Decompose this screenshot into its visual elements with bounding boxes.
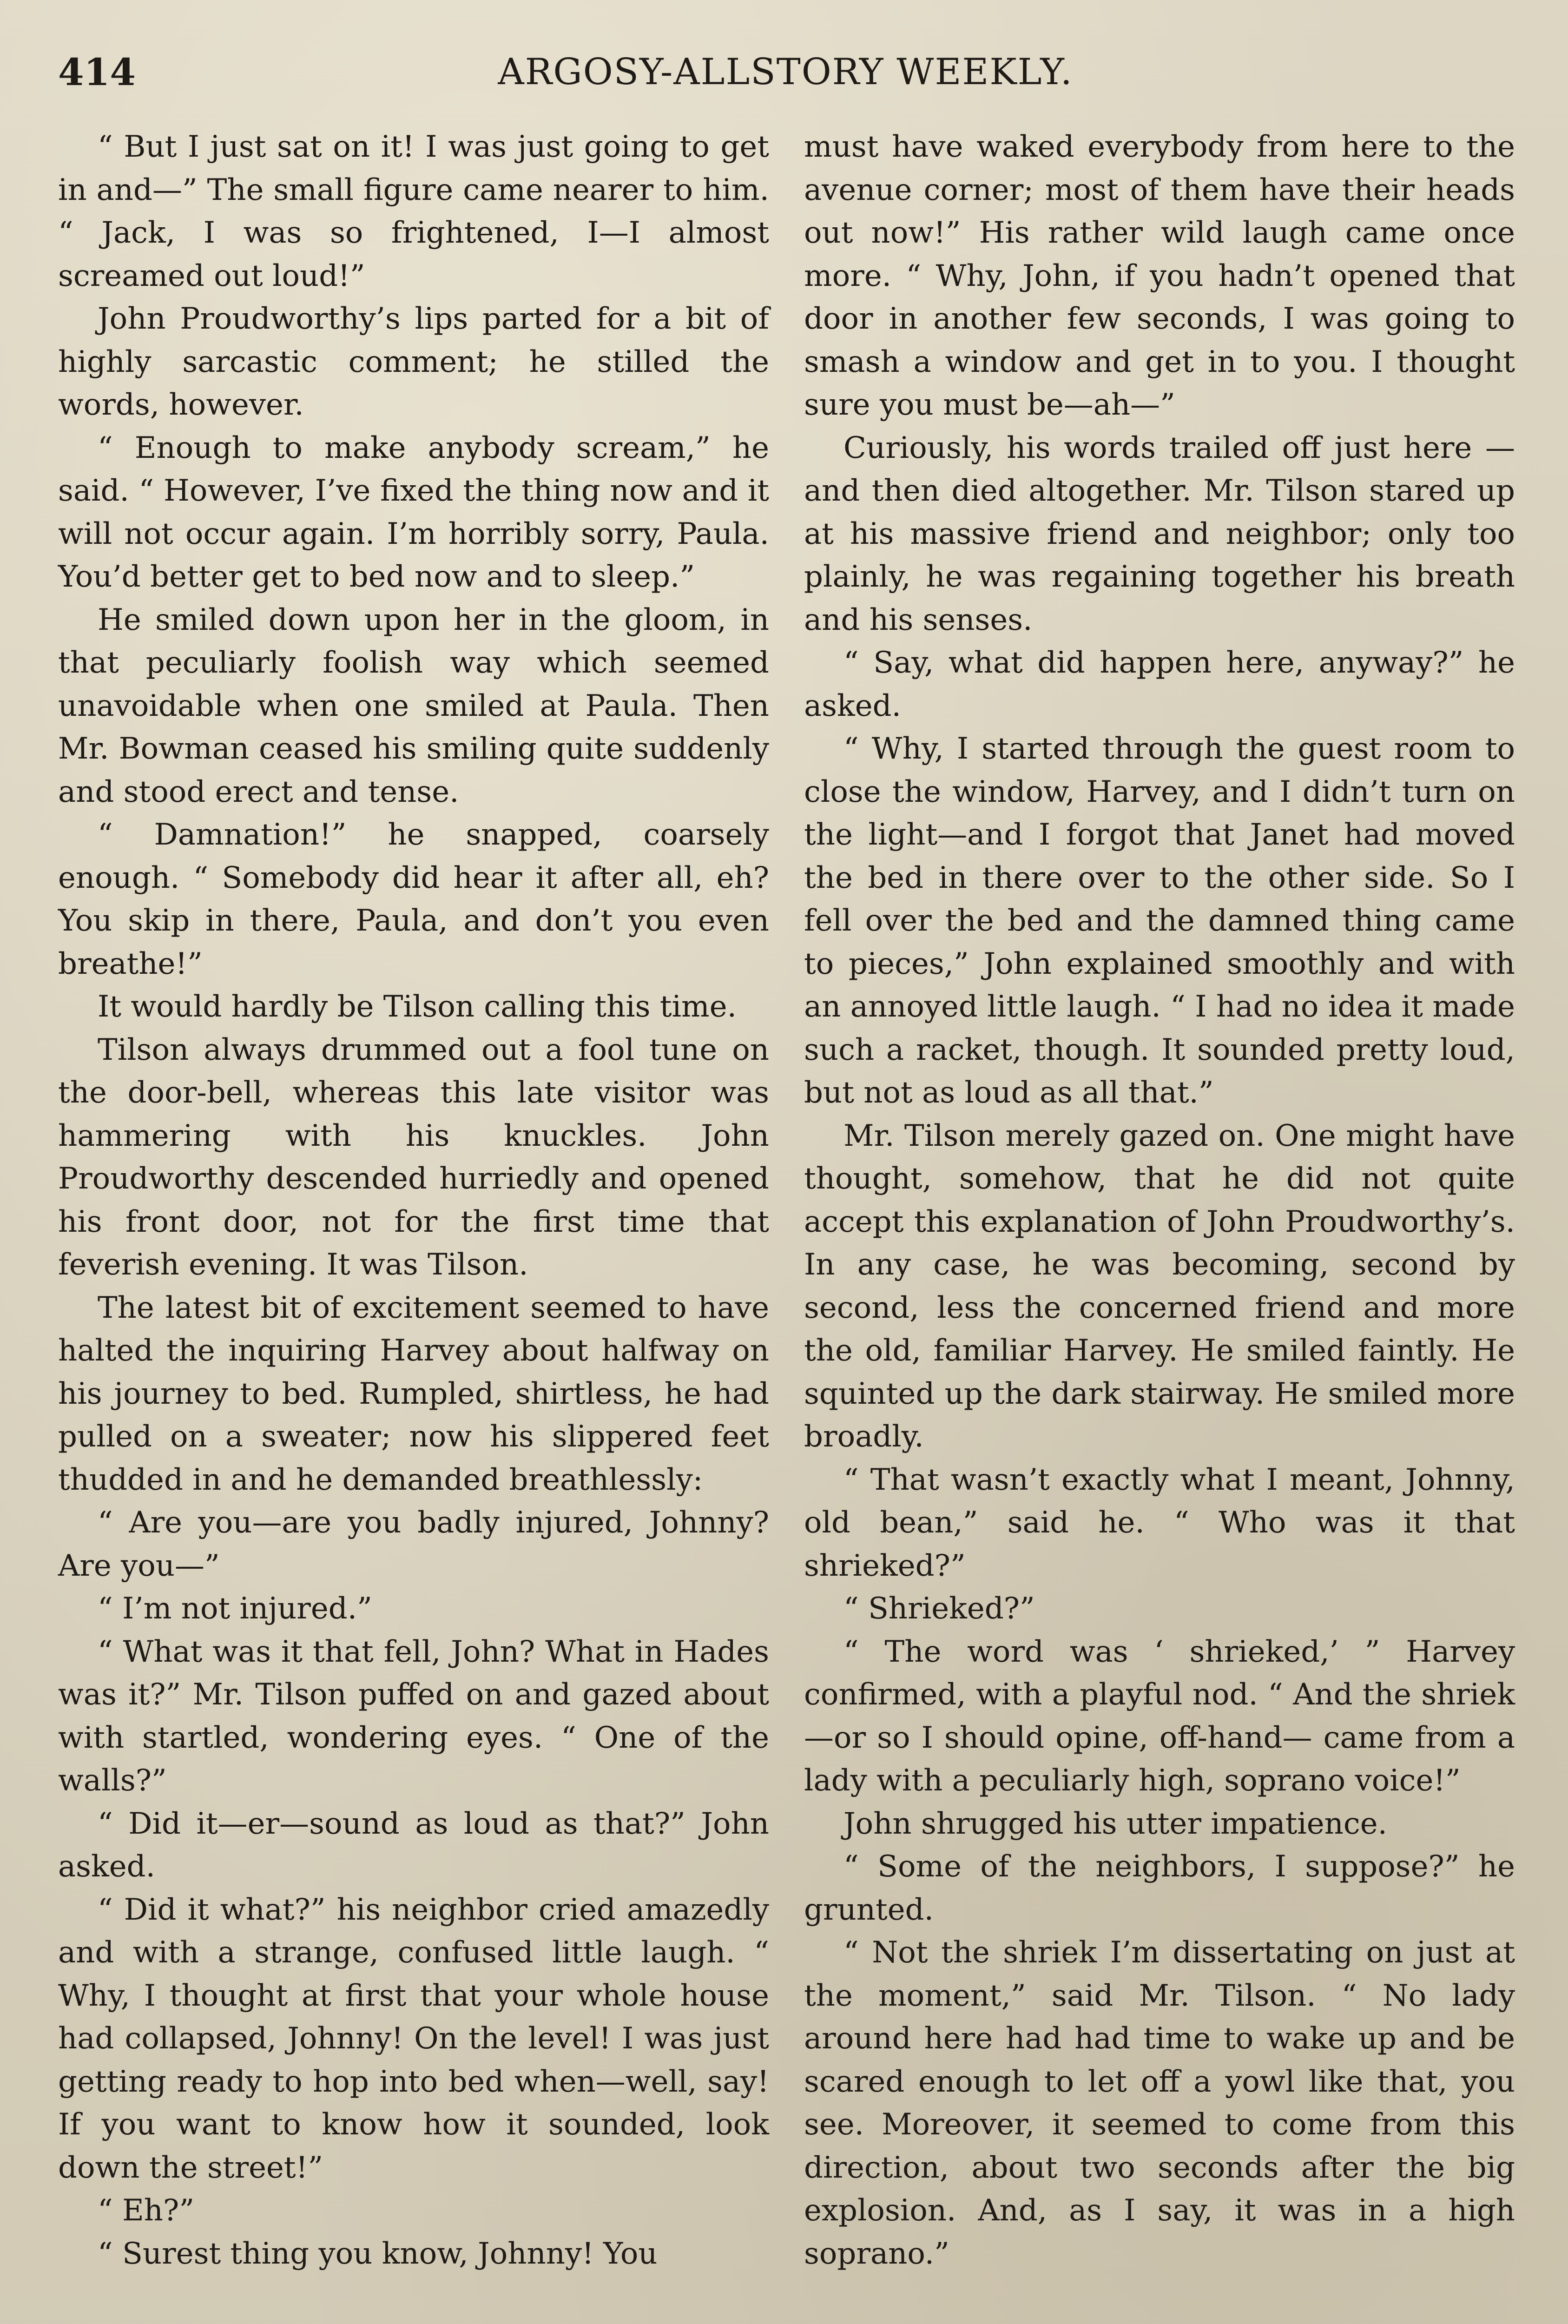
paragraph: must have waked everybody from here to the avenue corner; most of them have their heads out now!” His rather wild laugh came once more. “ Why, John, if you hadn’t opened that door in another few seconds, I was going to smash a window and get in to you. I thought sure you must be—ah—”	[804, 130, 1515, 422]
paragraph: “ Eh?”	[98, 2193, 195, 2228]
paragraph: “ What was it that fell, John? What in Hades was it?” Mr. Tilson puffed on and gazed about with startled, wondering eyes. “ One of the walls?”	[58, 1634, 769, 1798]
paragraph: “ Shrieked?”	[843, 1591, 1035, 1626]
paragraph: “ Some of the neighbors, I suppose?” he grunted.	[804, 1849, 1515, 1927]
page-header	[58, 46, 1513, 98]
right-column	[804, 125, 1515, 2275]
paragraph: “ Not the shriek I’m dissertating on just at the moment,” said Mr. Tilson. “ No lady around here had had time to wake up and be scared enough to let off a yowl like that, you see. Moreover, it seemed to come from this direction, about two seconds after the big explosion. And, as I say, it was in a high soprano.”	[804, 1935, 1515, 2271]
paragraph: John Proudworthy’s lips parted for a bit of highly sarcastic comment; he stilled the words, however.	[58, 302, 769, 422]
paragraph: He smiled down upon her in the gloom, in that peculiarly foolish way which seemed unavoidable when one smiled at Paula. Then Mr. Bowman ceased his smiling quite suddenly and stood erect and tense.	[58, 602, 769, 809]
paragraph: “ Enough to make anybody scream,” he said. “ However, I’ve fixed the thing now and it will not occur again. I’m horribly sorry, Paula. You’d better get to bed now and to sleep.”	[58, 430, 769, 594]
paragraph: Mr. Tilson merely gazed on. One might have thought, somehow, that he did not quite accept this explanation of John Proudworthy’s. In any case, he was becoming, second by second, less the concerned friend and more the old, familiar Harvey. He smiled faintly. He squinted up the dark stairway. He smiled more broadly.	[804, 1118, 1515, 1454]
paragraph: “ Did it—er—sound as loud as that?” John asked.	[58, 1806, 769, 1884]
paragraph: “ Damnation!” he snapped, coarsely enough. “ Somebody did hear it after all, eh? You skip in there, Paula, and don’t you even breathe!”	[58, 818, 769, 981]
left-column	[58, 125, 769, 2275]
paragraph: “ But I just sat on it! I was just going to get in and—” The small figure came nearer to him. “ Jack, I was so frightened, I—I almost screamed out loud!”	[58, 130, 769, 293]
paragraph: “ Are you—are you badly injured, Johnny? Are you—”	[58, 1505, 769, 1583]
paragraph: “ The word was ‘ shrieked,’ ” Harvey confirmed, with a playful nod. “ And the shriek—or so I should opine, off-hand— came from a lady with a peculiarly high, soprano voice!”	[804, 1634, 1515, 1798]
paragraph: “ I’m not injured.”	[98, 1591, 372, 1626]
magazine-title: ARGOSY-ALLSTORY WEEKLY.	[498, 51, 1073, 93]
paragraph: “ Why, I started through the guest room to close the window, Harvey, and I didn’t turn on the light—and I forgot that Janet had moved the bed in there over to the other side. So I fell over the bed and the damned thing came to pieces,” John explained smoothly and with an annoyed little laugh. “ I had no idea it made such a racket, though. It sounded pretty loud, but not as loud as all that.”	[804, 732, 1515, 1110]
paragraph: “ Did it what?” his neighbor cried amazedly and with a strange, confused little laugh. “ Why, I thought at first that your whole house had collapsed, Johnny! On the level! I was just getting ready to hop into bed when—well, say! If you want to know how it sounded, look down the street!”	[58, 1892, 769, 2185]
paragraph: The latest bit of excitement seemed to have halted the inquiring Harvey about halfway on his journey to bed. Rumpled, shirtless, he had pulled on a sweater; now his slippered feet thudded in and he demanded breathlessly:	[58, 1290, 769, 1497]
paragraph: “ Surest thing you know, Johnny! You	[98, 2236, 658, 2271]
paragraph: John shrugged his utter impatience.	[843, 1806, 1387, 1841]
page-number: 414	[58, 50, 136, 94]
paragraph: “ That wasn’t exactly what I meant, Johnny, old bean,” said he. “ Who was it that shrieked?”	[804, 1462, 1515, 1583]
paragraph: It would hardly be Tilson calling this time.	[98, 990, 737, 1024]
paragraph: Curiously, his words trailed off just here —and then died altogether. Mr. Tilson stared up at his massive friend and neighbor; only too plainly, he was regaining together his breath and his senses.	[804, 430, 1515, 637]
paragraph: “ Say, what did happen here, anyway?” he asked.	[804, 646, 1515, 723]
paragraph: Tilson always drummed out a fool tune on the door-bell, whereas this late visitor was hammering with his knuckles. John Proudworthy descended hurriedly and opened his front door, not for the first time that feverish evening. It was Tilson.	[58, 1032, 769, 1282]
